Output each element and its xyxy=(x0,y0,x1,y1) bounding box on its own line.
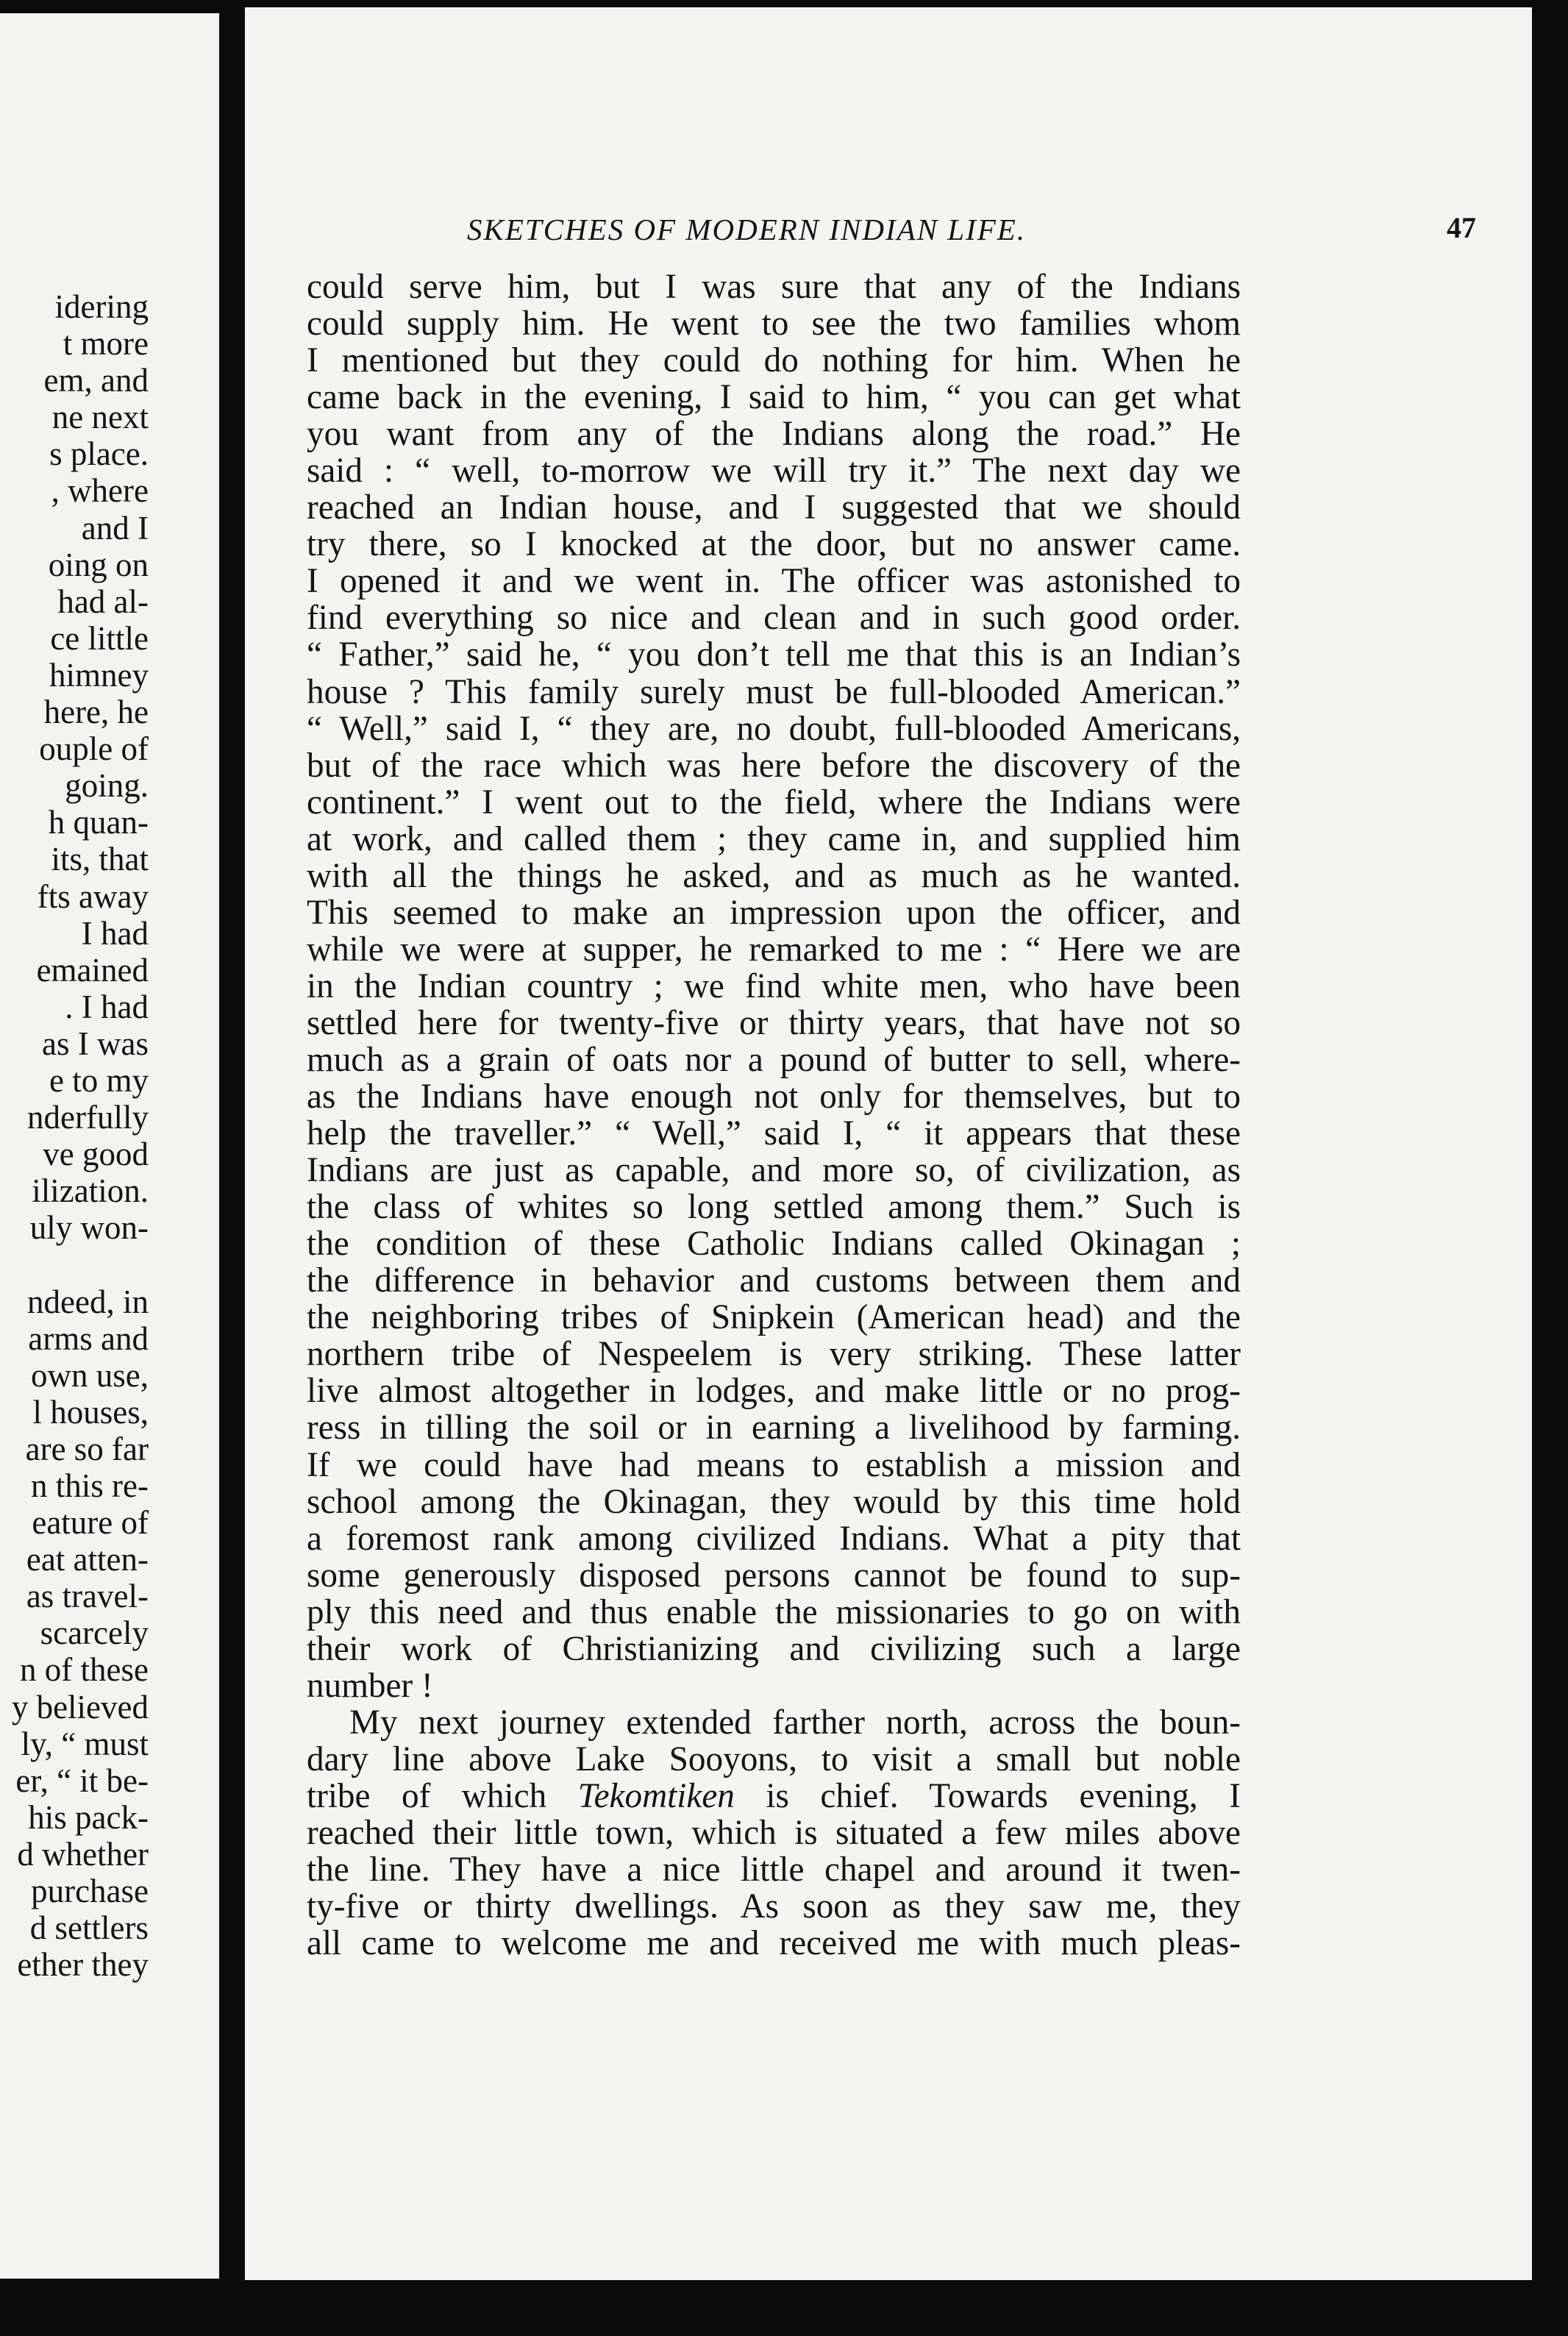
text-line: the neighboring tribes of Snipkein (American head) and the xyxy=(307,1298,1241,1337)
left-text-line: em, and xyxy=(43,362,149,399)
left-text-line: d settlers xyxy=(29,1909,149,1947)
text-segment: is chief. Towards evening, I xyxy=(734,1776,1241,1815)
text-line: reached their little town, which is situated a few miles above xyxy=(307,1813,1241,1852)
left-text-line: oing on xyxy=(48,546,149,583)
text-line: try there, so I knocked at the door, but no answer came. xyxy=(307,525,1241,564)
text-line: northern tribe of Nespeelem is very striking. These latter xyxy=(307,1335,1241,1374)
left-text-line: fts away xyxy=(37,877,149,915)
running-head xyxy=(467,204,1476,257)
left-text-line: going. xyxy=(56,767,149,805)
text-line: If we could have had means to establish a mission and xyxy=(307,1445,1241,1484)
left-text-line: ndeed, in xyxy=(27,1283,149,1320)
text-line: much as a grain of oats nor a pound of butter to sell, where- xyxy=(307,1040,1241,1079)
text-line: house ? This family surely must be full-blooded American.” xyxy=(307,672,1241,711)
body-text xyxy=(307,268,1241,1962)
left-text-line: arms and xyxy=(28,1320,149,1357)
text-line: as the Indians have enough not only for themselves, but to xyxy=(307,1078,1241,1117)
left-text-line: ly, “ must xyxy=(21,1725,149,1762)
left-text-line: e to my xyxy=(49,1061,149,1099)
left-text-line: its, that xyxy=(51,841,149,878)
text-line: Indians are just as capable, and more so, of civilization, as xyxy=(307,1151,1241,1190)
left-text-line: l houses, xyxy=(32,1393,149,1431)
left-text-line: y believed xyxy=(11,1688,149,1726)
left-text-line: eature of xyxy=(32,1504,149,1542)
running-head-title: SKETCHES OF MODERN INDIAN LIFE. xyxy=(467,213,1027,246)
left-text-line: own use, xyxy=(31,1356,149,1394)
left-facing-page xyxy=(0,13,219,2279)
paragraph-2 xyxy=(307,1704,1241,1962)
text-line: said : “ well, to-morrow we will try it.” The next day we xyxy=(307,452,1241,491)
book-page xyxy=(245,7,1532,2280)
left-text-line: uly won- xyxy=(29,1209,149,1247)
left-text-line: his pack- xyxy=(20,1798,149,1836)
left-page-text xyxy=(12,288,149,1983)
text-line: ress in tilling the soil or in earning a livelihood by farming. xyxy=(307,1409,1241,1447)
left-text-line: eat atten- xyxy=(26,1541,149,1578)
text-line: “ Well,” said I, “ they are, no doubt, full-blooded Americans, xyxy=(307,709,1241,748)
text-line: the difference in behavior and customs between them and xyxy=(307,1261,1241,1300)
text-line: school among the Okinagan, they would by this time hold xyxy=(307,1482,1241,1521)
text-line: continent.” I went out to the field, where the Indians were xyxy=(307,783,1241,822)
text-line: the class of whites so long settled among them.” Such is xyxy=(307,1188,1241,1227)
left-text-line: are so far xyxy=(25,1430,149,1467)
text-line: a foremost rank among civilized Indians. What a pity that xyxy=(307,1519,1241,1558)
left-text-line: t more xyxy=(63,325,149,363)
text-line: This seemed to make an impression upon the officer, and xyxy=(307,893,1241,932)
left-text-line: purchase xyxy=(22,1873,149,1910)
left-text-line: , where xyxy=(51,472,149,510)
paragraph-1 xyxy=(307,268,1241,1704)
left-text-line: n this re- xyxy=(31,1467,149,1504)
text-line: help the traveller.” “ Well,” said I, “ it appears that these xyxy=(307,1114,1241,1153)
left-text-line: d whether xyxy=(17,1835,149,1873)
text-line: find everything so nice and clean and in such good order. xyxy=(307,599,1241,638)
page-number: 47 xyxy=(1447,211,1476,244)
text-line: all came to welcome me and received me with much pleas- xyxy=(307,1924,1241,1963)
text-line: you want from any of the Indians along the road.” He xyxy=(307,415,1241,454)
left-text-line: I had xyxy=(73,914,149,952)
text-line: could supply him. He went to see the two families whom xyxy=(307,305,1241,343)
left-text-line: nderfully xyxy=(27,1099,149,1136)
left-text-line: and I xyxy=(73,509,149,546)
text-line: while we were at supper, he remarked to me : “ Here we are xyxy=(307,930,1241,969)
text-line: number ! xyxy=(307,1666,433,1705)
text-line: reached an Indian house, and I suggested that we should xyxy=(307,488,1241,527)
left-text-line: emained xyxy=(36,951,149,989)
left-text-line: ne next xyxy=(51,399,149,436)
text-line: the condition of these Catholic Indians called Okinagan ; xyxy=(307,1225,1241,1264)
left-text-line: had al- xyxy=(49,583,149,620)
left-text-line: ve good xyxy=(43,1136,149,1173)
left-text-line: er, “ it be- xyxy=(15,1762,149,1799)
left-text-line: s place. xyxy=(49,435,149,473)
left-text-line: idering xyxy=(54,288,149,325)
text-line: “ Father,” said he, “ you don’t tell me that this is an Indian’s xyxy=(307,635,1241,674)
text-line: at work, and called them ; they came in, and supplied him xyxy=(307,819,1241,858)
text-line: dary line above Lake Sooyons, to visit a small but noble xyxy=(307,1739,1241,1778)
left-text-line: ether they xyxy=(17,1946,149,1984)
text-line xyxy=(307,1778,1241,1815)
text-line: I mentioned but they could do nothing for him. When he xyxy=(307,341,1241,380)
left-text-line: n of these xyxy=(20,1651,149,1689)
text-line: but of the race which was here before the discovery of the xyxy=(307,746,1241,785)
text-line: ply this need and thus enable the missionaries to go on with xyxy=(307,1592,1241,1631)
left-text-line: scarcely xyxy=(32,1614,149,1652)
text-line: could serve him, but I was sure that any of the Indians xyxy=(307,268,1241,306)
left-text-line: ouple of xyxy=(39,730,149,768)
text-line: came back in the evening, I said to him, “ you can get what xyxy=(307,378,1241,417)
left-text-line: ce little xyxy=(50,619,149,657)
left-text-line: . I had xyxy=(65,988,149,1025)
text-line: ty-five or thirty dwellings. As soon as they saw me, they xyxy=(307,1887,1241,1926)
text-line: the line. They have a nice little chapel and around it twen- xyxy=(307,1851,1241,1890)
left-text-line: as I was xyxy=(42,1025,149,1062)
text-line: I opened it and we went in. The officer was astonished to xyxy=(307,562,1241,601)
paragraph-2-rest xyxy=(307,1815,1241,1962)
text-line: My next journey extended farther north, across the boun- xyxy=(349,1703,1241,1742)
text-line: with all the things he asked, and as much as he wanted. xyxy=(307,856,1241,895)
text-line: live almost altogether in lodges, and make little or no prog- xyxy=(307,1372,1241,1411)
left-text-line: ilization. xyxy=(32,1172,149,1210)
left-text-line: here, he xyxy=(43,694,149,731)
text-line: some generously disposed persons cannot be found to sup- xyxy=(307,1556,1241,1595)
text-segment: tribe of which xyxy=(307,1776,578,1815)
text-line: settled here for twenty-five or thirty years, that have not so xyxy=(307,1003,1241,1042)
chief-name: Tekomtiken xyxy=(577,1776,735,1815)
left-text-line: as travel- xyxy=(26,1578,149,1615)
left-text-line: himney xyxy=(49,656,149,694)
text-line: their work of Christianizing and civilizing such a large xyxy=(307,1629,1241,1668)
text-line: in the Indian country ; we find white men, who have been xyxy=(307,966,1241,1005)
left-text-line: h quan- xyxy=(48,804,149,841)
